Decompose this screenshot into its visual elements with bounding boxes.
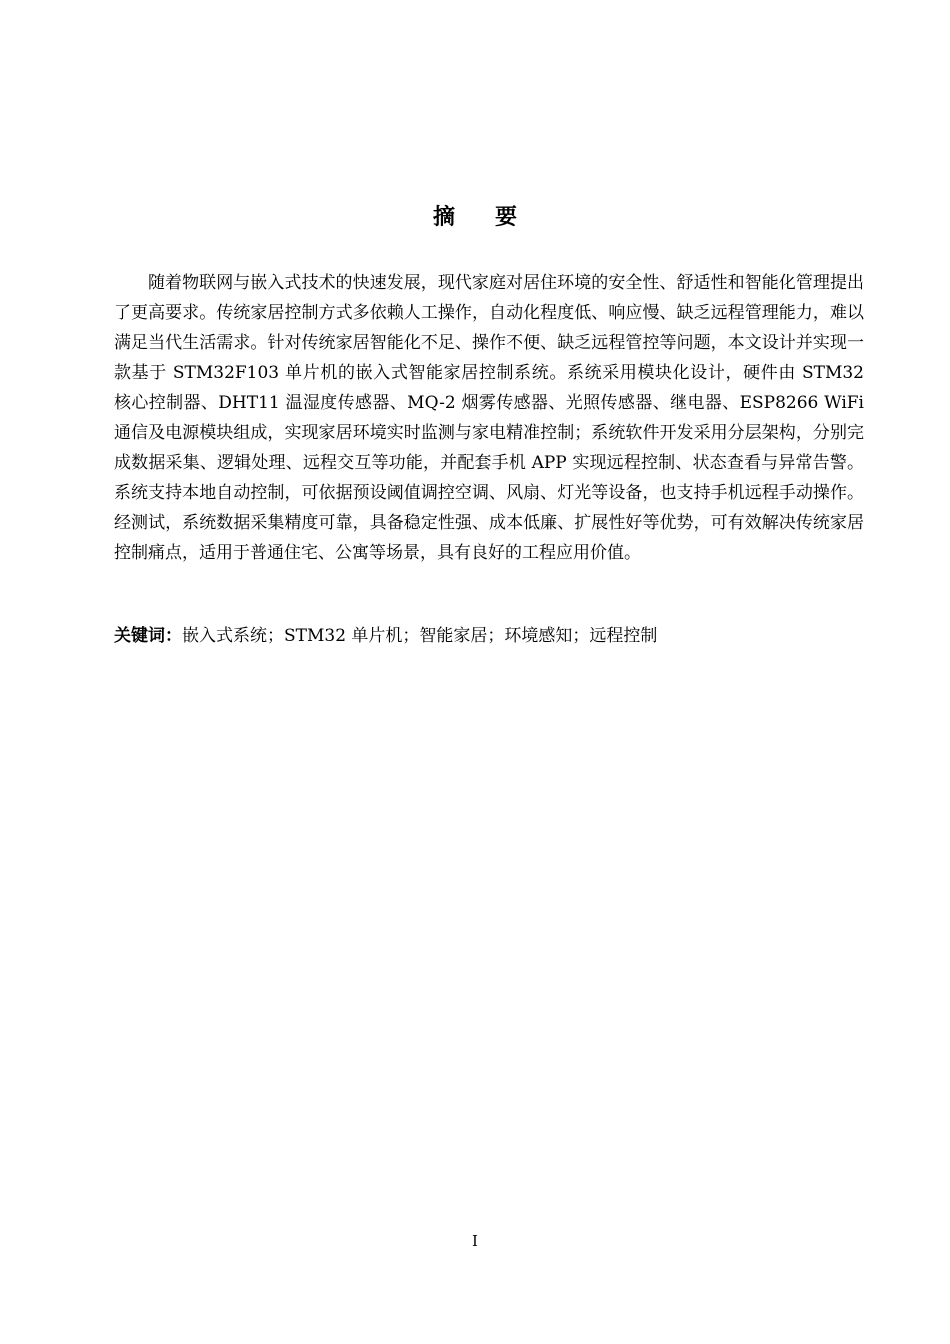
keywords-line [114, 621, 864, 651]
abstract-title-char-2: 要 [495, 205, 518, 230]
abstract-title-char-1: 摘 [432, 205, 455, 230]
abstract-title [0, 200, 950, 231]
keywords-label: 关键词： [114, 626, 182, 646]
abstract-body: 随着物联网与嵌入式技术的快速发展，现代家庭对居住环境的安全性、舒适性和智能化管理提出了更高要求。传统家居控制方式多依赖人工操作，自动化程度低、响应慢、缺乏远程管理能力，难以满足当代生活需求。针对传统家居智能化不足、操作不便、缺乏远程管控等问题，本文设计并实现一款基于 STM32F103 单片机的嵌入式智能家居控制系统。系统采用模块化设计，硬件由 STM32 核心控制器、DHT11 温湿度传感器、MQ-2 烟雾传感器、光照传感器、继电器、ESP8266 WiFi 通信及电源模块组成，实现家居环境实时监测与家电精准控制；系统软件开发采用分层架构，分别完成数据采集、逻辑处理、远程交互等功能，并配套手机 APP 实现远程控制、状态查看与异常告警。系统支持本地自动控制，可依据预设阈值调控空调、风扇、灯光等设备，也支持手机远程手动操作。经测试，系统数据采集精度可靠，具备稳定性强、成本低廉、扩展性好等优势，可有效解决传统家居控制痛点，适用于普通住宅、公寓等场景，具有良好的工程应用价值。 [114, 273, 864, 563]
page-number: I [472, 1232, 478, 1250]
keywords-list: 嵌入式系统；STM32 单片机；智能家居；环境感知；远程控制 [182, 626, 658, 646]
